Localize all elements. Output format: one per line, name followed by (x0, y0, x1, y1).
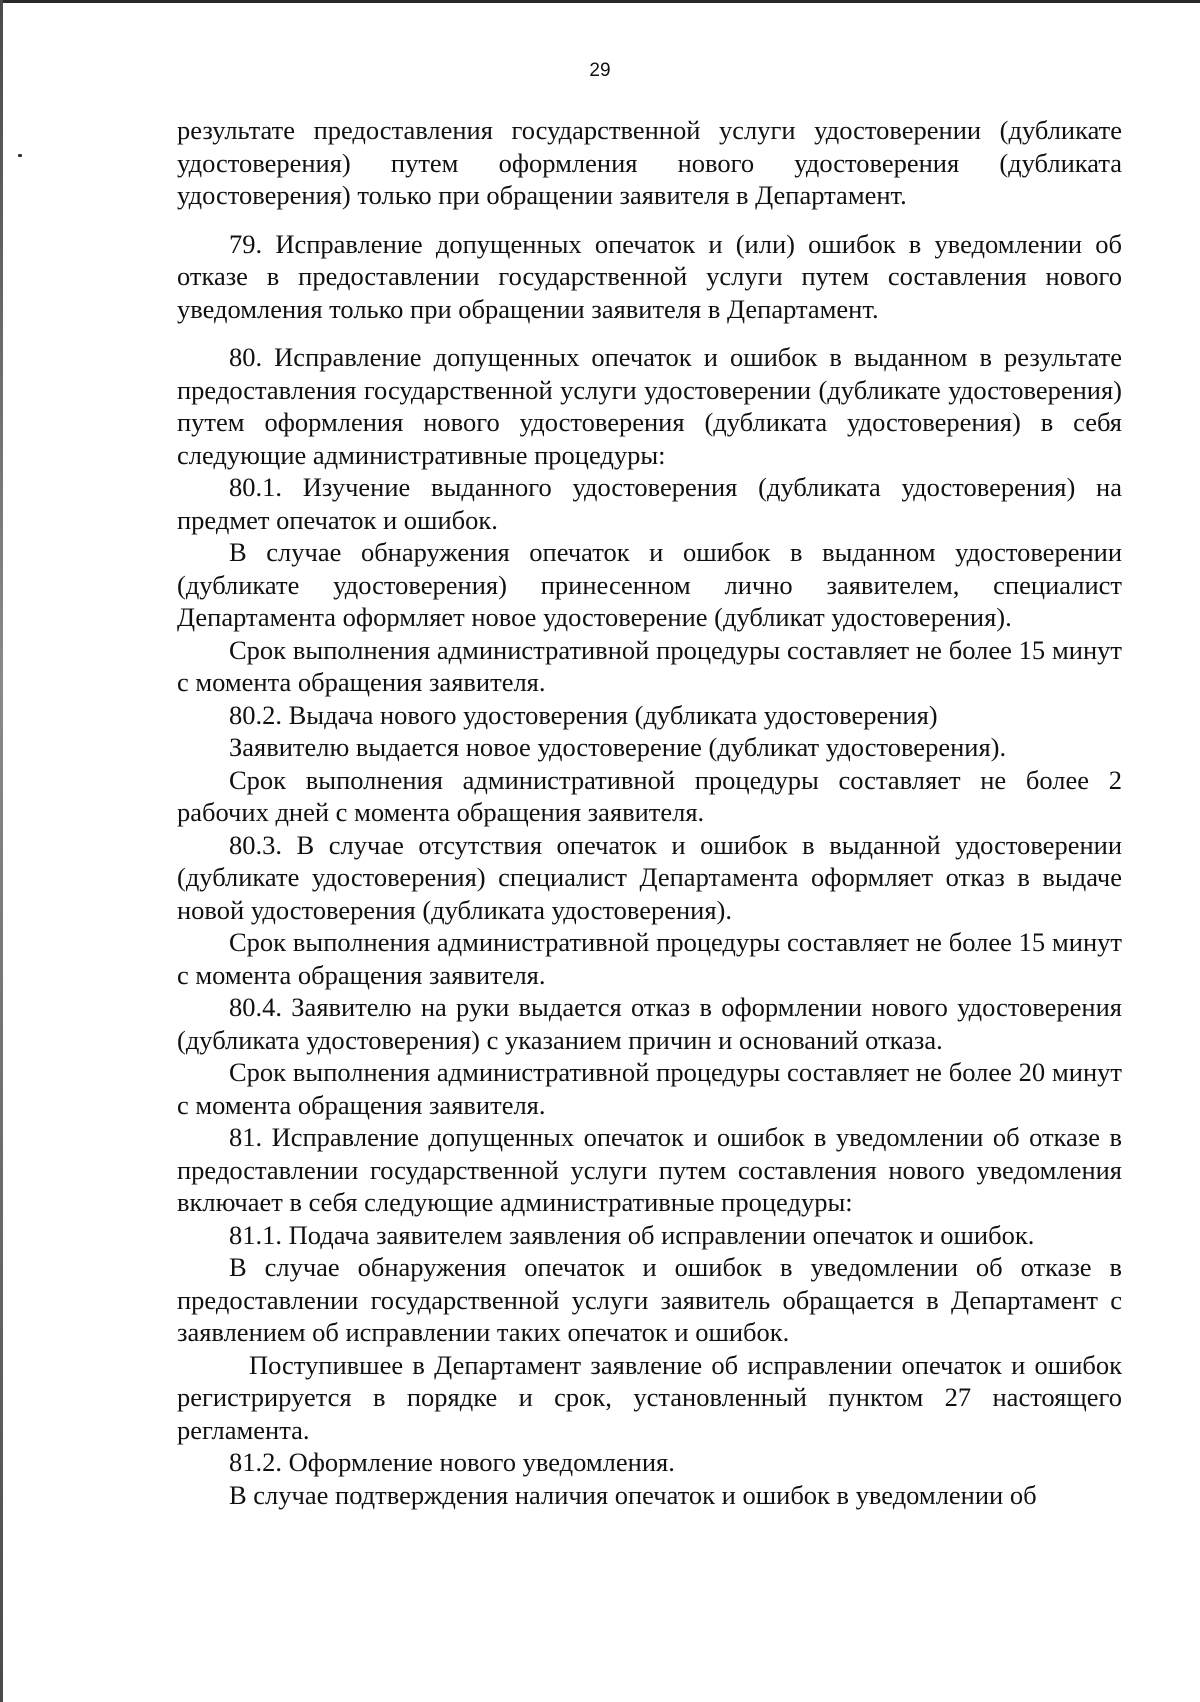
paragraph-80-3-term: Срок выполнения административной процедуры составляет не более 15 минут с момента обращения заявителя. (177, 927, 1122, 990)
paragraph-continuation: результате предоставления государственной услуги удостоверении (дубликате удостоверения) путем оформления нового удостоверения (дубликата удостоверения) только при обращении заявителя в Департамент. (177, 115, 1122, 210)
paragraph-80-4: 80.4. Заявителю на руки выдается отказ в оформлении нового удостоверения (дубликата удостоверения) с указанием причин и оснований отказа. (177, 992, 1122, 1055)
scan-edge-top (0, 0, 1200, 3)
paragraph-80-4-term: Срок выполнения административной процедуры составляет не более 20 минут с момента обращения заявителя. (177, 1057, 1122, 1120)
paragraph-81-2-case: В случае подтверждения наличия опечаток и ошибок в уведомлении об (229, 1479, 1037, 1510)
scan-speck (18, 154, 22, 157)
document-body (177, 114, 1122, 1511)
paragraph-80-1-case: В случае обнаружения опечаток и ошибок в выданном удостоверении (дубликате удостоверения) принесенном лично заявителем, специалист Департамента оформляет новое удостоверение (дубликат удостоверения). (177, 537, 1122, 632)
paragraph-81-1-registration: Поступившее в Департамент заявление об исправлении опечаток и ошибок регистрируется в порядке и срок, установленный пунктом 27 настоящего регламента. (177, 1349, 1122, 1445)
paragraph-81-2: 81.2. Оформление нового уведомления. (229, 1447, 675, 1477)
paragraph-81-1-case: В случае обнаружения опечаток и ошибок в уведомлении об отказе в предоставлении государственной услуги заявитель обращается в Департамент с заявлением об исправлении таких опечаток и ошибок. (177, 1252, 1122, 1347)
paragraph-81-1: 81.1. Подача заявителем заявления об исправлении опечаток и ошибок. (229, 1219, 1035, 1250)
paragraph-80-1: 80.1. Изучение выданного удостоверения (дубликата удостоверения) на предмет опечаток и ошибок. (177, 472, 1122, 535)
paragraph-80-2: 80.2. Выдача нового удостоверения (дубликата удостоверения) (229, 699, 938, 730)
paragraph-79: 79. Исправление допущенных опечаток и (или) ошибок в уведомлении об отказе в предоставлении государственной услуги путем составления нового уведомления только при обращении заявителя в Департамент. (177, 228, 1122, 324)
page-number: 29 (589, 60, 611, 81)
paragraph-80-1-term: Срок выполнения административной процедуры составляет не более 15 минут с момента обращения заявителя. (177, 634, 1122, 697)
scan-edge-left (0, 0, 3, 1702)
paragraph-80-3: 80.3. В случае отсутствия опечаток и ошибок в выданной удостоверении (дубликате удостоверения) специалист Департамента оформляет отказ в выдаче новой удостоверения (дубликата удостоверения). (177, 829, 1122, 925)
paragraph-80-2-term: Срок выполнения административной процедуры составляет не более 2 рабочих дней с момента обращения заявителя. (177, 764, 1122, 827)
paragraph-80: 80. Исправление допущенных опечаток и ошибок в выданном в результате предоставления государственной услуги удостоверении (дубликате удостоверения) путем оформления нового удостоверения (дубликата удостоверения) в себя следующие административные процедуры: (177, 342, 1122, 470)
paragraph-80-2-issue: Заявителю выдается новое удостоверение (дубликат удостоверения). (229, 732, 1007, 762)
paragraph-81: 81. Исправление допущенных опечаток и ошибок в уведомлении об отказе в предоставлении государственной услуги путем составления нового уведомления включает в себя следующие административные процедуры: (177, 1122, 1122, 1217)
